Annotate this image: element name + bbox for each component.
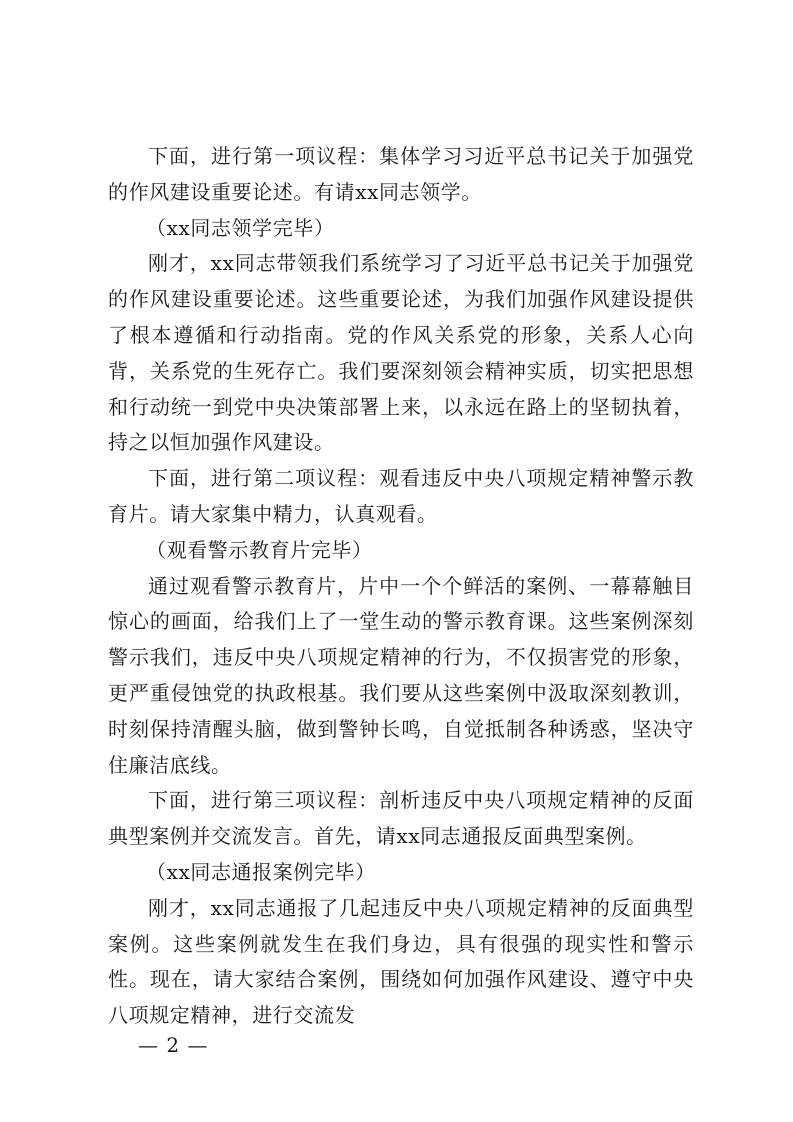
paragraph-note-study-complete: （xx同志领学完毕） (146, 215, 335, 240)
paragraph-case-summary: 刚才，xx同志通报了几起违反中央八项规定精神的反面典型案例。这些案例就发生在我们身边，具有很强的现实性和警示性。现在，请大家结合案例，围绕如何加强作风建设、遵守中央八项规定精神，进行交流发 (108, 895, 694, 1028)
document-body (108, 139, 694, 1034)
paragraph-video-summary: 通过观看警示教育片，片中一个个鲜活的案例、一幕幕触目惊心的画面，给我们上了一堂生动的警示教育课。这些案例深刻警示我们，违反中央八项规定精神的行为，不仅损害党的形象，更严重侵蚀党的执政根基。我们要从这些案例中汲取深刻教训，时刻保持清醒头脑，做到警钟长鸣，自觉抵制各种诱惑，坚决守住廉洁底线。 (108, 573, 694, 777)
paragraph-agenda-item-2: 下面，进行第二项议程：观看违反中央八项规定精神警示教育片。请大家集中精力，认真观看。 (108, 466, 694, 526)
paragraph-note-video-complete: （观看警示教育片完毕） (146, 537, 373, 562)
paragraph-note-case-complete: （xx同志通报案例完毕） (146, 859, 376, 884)
paragraph-agenda-item-1: 下面，进行第一项议程：集体学习习近平总书记关于加强党的作风建设重要论述。有请xx同志领学。 (108, 144, 694, 204)
paragraph-study-summary: 刚才，xx同志带领我们系统学习了习近平总书记关于加强党的作风建设重要论述。这些重要论述，为我们加强作风建设提供了根本遵循和行动指南。党的作风关系党的形象，关系人心向背，关系党的生死存亡。我们要深刻领会精神实质，切实把思想和行动统一到党中央决策部署上来，以永远在路上的坚韧执着，持之以恒加强作风建设。 (108, 251, 694, 455)
page-number: — 2 — (138, 1033, 209, 1057)
paragraph-agenda-item-3: 下面，进行第三项议程：剖析违反中央八项规定精神的反面典型案例并交流发言。首先，请xx同志通报反面典型案例。 (108, 788, 694, 849)
